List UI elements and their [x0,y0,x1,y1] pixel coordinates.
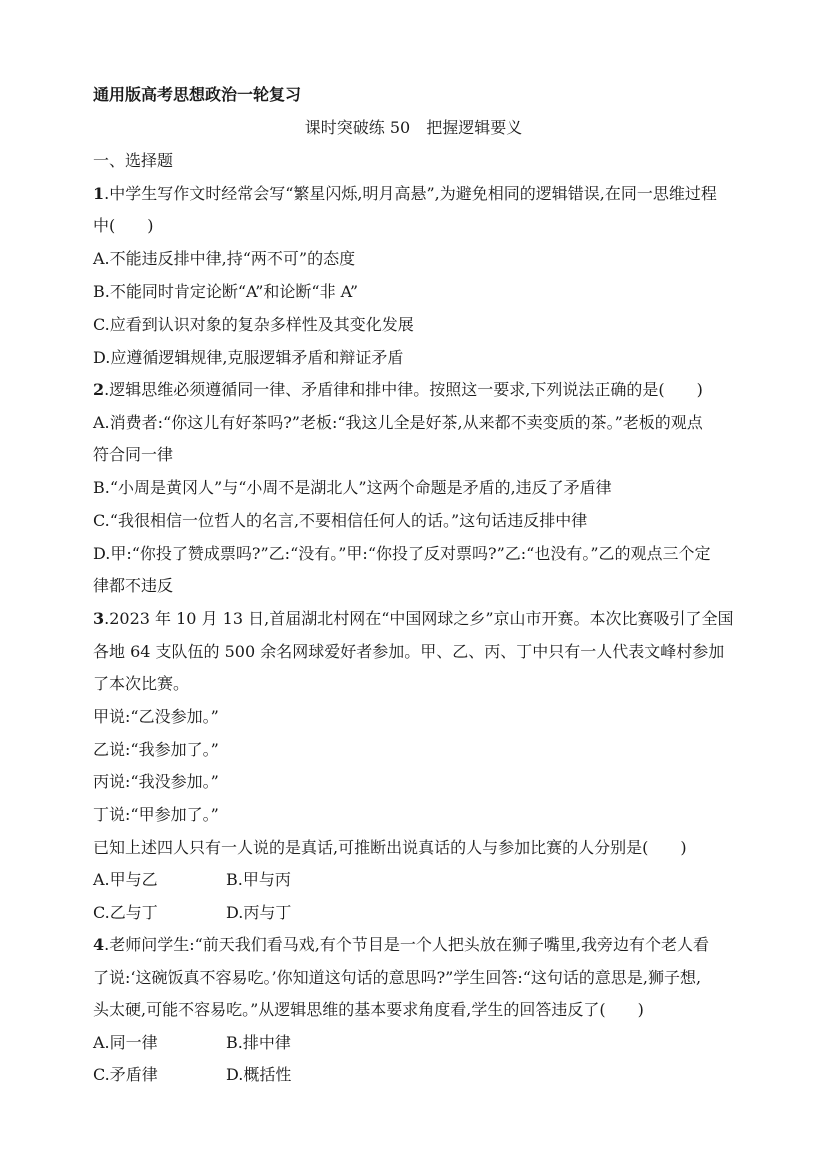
question-number: 4 [93,935,105,954]
lesson-title: 课时突破练 50 把握逻辑要义 [304,118,523,137]
question-number: 2 [93,380,105,399]
question-4-option-a: A.同一律 [93,1033,158,1052]
question-2-option-d-cont: 律都不违反 [93,576,174,595]
question-number: 1 [93,184,105,203]
question-3-options-row-2 [93,901,737,925]
question-4-options-row-2 [93,1063,737,1087]
question-3-stem-line-3: 了本次比赛。 [93,674,190,693]
question-3-options-row-1 [93,868,737,892]
question-1-option-c: C.应看到认识对象的复杂多样性及其变化发展 [93,315,414,334]
question-3-option-b: B.甲与丙 [226,870,291,889]
question-4-option-c: C.矛盾律 [93,1065,158,1084]
question-1-option-d: D.应遵循逻辑规律,克服逻辑矛盾和辩证矛盾 [93,348,404,367]
question-3-option-d: D.丙与丁 [226,903,292,922]
question-4-options-row-1 [93,1031,737,1055]
question-3-statement-bing: 丙说:“我没参加。” [93,772,219,791]
question-1-option-a: A.不能违反排中律,持“两不可”的态度 [93,249,356,268]
question-2-option-d: D.甲:“你投了赞成票吗?”乙:“没有。”甲:“你投了反对票吗?”乙:“也没有。”乙的观点三个定 [93,544,711,563]
question-3-stem-line-1: 3.2023 年 10 月 13 日,首届湖北村网在“中国网球之乡”京山市开赛。本次比赛吸引了全国 [93,609,734,628]
question-3-statement-ding: 丁说:“甲参加了。” [93,805,219,824]
question-3-stem-line-2: 各地 64 支队伍的 500 余名网球爱好者参加。甲、乙、丙、丁中只有一人代表文峰村参加 [93,642,725,661]
question-3-statement-yi: 乙说:“我参加了。” [93,740,219,759]
series-title: 通用版高考思想政治一轮复习 [93,85,302,104]
question-2-option-b: B.“小周是黄冈人”与“小周不是湖北人”这两个命题是矛盾的,违反了矛盾律 [93,478,612,497]
question-4-stem-line-2: 了说:‘这碗饭真不容易吃。’你知道这句话的意思吗?”学生回答:“这句话的意思是,狮子想, [93,968,702,987]
question-2-option-a-cont: 符合同一律 [93,445,174,464]
question-4-stem-line-3: 头太硬,可能不容易吃。”从逻辑思维的基本要求角度看,学生的回答违反了( ) [93,1000,644,1019]
section-label: 一、选择题 [93,151,174,170]
question-4-option-b: B.排中律 [226,1033,291,1052]
question-3-stem-question: 已知上述四人只有一人说的是真话,可推断出说真话的人与参加比赛的人分别是( ) [93,838,687,857]
question-3-option-c: C.乙与丁 [93,903,158,922]
question-2-stem: 2.逻辑思维必须遵循同一律、矛盾律和排中律。按照这一要求,下列说法正确的是( ) [93,380,703,399]
question-4-option-d: D.概括性 [226,1065,292,1084]
question-1-stem-line-2: 中( ) [93,216,154,235]
question-number: 3 [93,609,105,628]
question-4-stem-line-1: 4.老师问学生:“前天我们看马戏,有个节目是一个人把头放在狮子嘴里,我旁边有个老人看 [93,935,709,954]
question-3-option-a: A.甲与乙 [93,870,158,889]
question-1-option-b: B.不能同时肯定论断“A”和论断“非 A” [93,282,359,301]
question-2-option-c: C.“我很相信一位哲人的名言,不要相信任何人的话。”这句话违反排中律 [93,511,588,530]
question-1-stem-line-1: 1.中学生写作文时经常会写“繁星闪烁,明月高悬”,为避免相同的逻辑错误,在同一思维过程 [93,184,717,203]
question-2-option-a: A.消费者:“你这儿有好茶吗?”老板:“我这儿全是好茶,从来都不卖变质的茶。”老板的观点 [93,413,703,432]
question-3-statement-jia: 甲说:“乙没参加。” [93,707,219,726]
